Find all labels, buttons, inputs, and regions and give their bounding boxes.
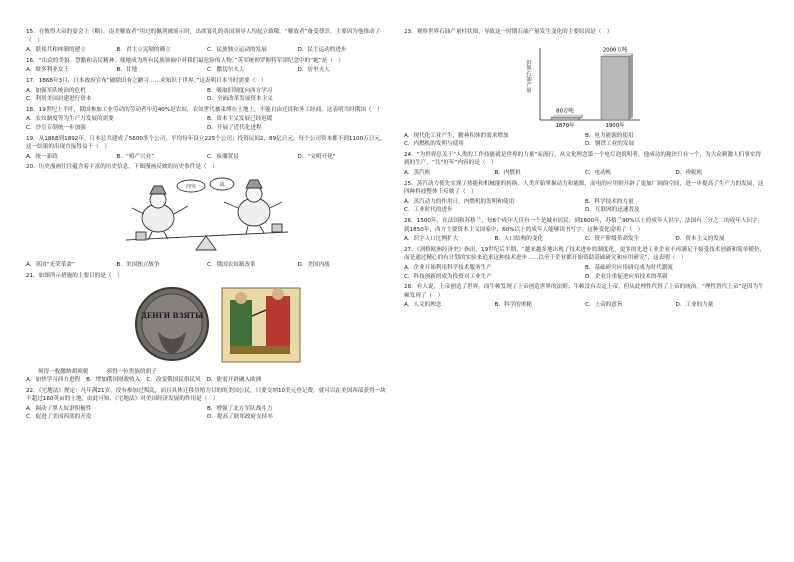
- question-19: 19．从1868到1892年，日本总共建成了5600多个公司，平均每年设立225个公司；投资民间2，89亿日元，每个公司资本都不到1100万日元。这一结果的出现直接得益于（ ）: [26, 135, 386, 151]
- question-21-captions: [38, 368, 388, 376]
- option[interactable]: B．吸取旧制度向西方学习: [207, 87, 273, 94]
- question-21: 21．如图所示措施的主要目的是（ ）: [26, 272, 123, 279]
- right-column: [404, 28, 766, 312]
- seesaw-cartoon: [26, 174, 388, 258]
- option[interactable]: A．加强军队统治的危机: [26, 87, 86, 94]
- option[interactable]: C．科技创新的成为投资对工业生产: [404, 273, 492, 280]
- option[interactable]: D．企业注重促进应用技术的革新: [585, 273, 668, 280]
- option[interactable]: C．利用美国封建进行资本: [26, 96, 92, 103]
- option[interactable]: B．甘地: [116, 67, 138, 74]
- option[interactable]: D．能需开辟融入欧洲: [206, 377, 262, 384]
- option[interactable]: A．联邦共和体制的建立: [26, 47, 86, 54]
- option[interactable]: A．维多利亚女王: [26, 67, 69, 74]
- left-column: [26, 28, 388, 424]
- options-24: [404, 169, 766, 178]
- caption-barber: 须得一位贵族的胡子: [106, 369, 157, 376]
- question-21-images: [26, 282, 388, 366]
- data-label: 80万吨: [556, 108, 574, 115]
- option[interactable]: A．调动了黑人奴隶积极性: [26, 405, 92, 412]
- data-label: 2000万吨: [602, 46, 628, 53]
- question-23: 23．观察世界石油产量柱状图，导致这一时期石油产量发生变化的主要原因是（ ）: [404, 29, 613, 35]
- question-28: 28．有人说，上帝创造了世界，而牛顿发现了上帝创造世界的法则；牛顿没有否定上帝，但从此理性代替了上帝的统治。“理性替代上帝”是因为牛顿发现了（ ）: [404, 284, 764, 299]
- option[interactable]: D．全面改革发展资本主义: [207, 96, 273, 103]
- option[interactable]: C．上帝的意旨: [585, 302, 623, 309]
- option[interactable]: A．统一新政: [26, 153, 58, 160]
- option[interactable]: B．资本主义发展已经迟缓: [207, 116, 273, 123]
- x-tick-label: 1900年: [605, 122, 625, 129]
- option[interactable]: C．撒切尔夫人: [207, 67, 245, 74]
- option[interactable]: A．人文的理念: [404, 302, 442, 309]
- bar: [551, 117, 579, 120]
- option[interactable]: C．俄国农奴制改革: [207, 261, 256, 268]
- coin-inscription: ДЕНГИ ВЗЯТЫ: [140, 311, 204, 321]
- options-27: [404, 264, 766, 281]
- option[interactable]: D．美国内战: [297, 261, 330, 268]
- question-22: 22．《宅地法》规定：凡年满21岁，没有参加过叛乱，而且具体迁移垦殖为目的的美国公民，只要交纳10美元登记费，就可以在美国西部获得一块不超过160英亩的土地。由此可知，《宅地法》对美国经济发展的作用是（ ）: [26, 387, 386, 403]
- option[interactable]: A．企业开始利用科学技术服务生产: [404, 264, 492, 271]
- option[interactable]: C．电动机: [585, 169, 612, 176]
- options-17: [26, 87, 388, 104]
- oil-production-chart: [404, 38, 766, 130]
- caption-coin: 须得一枚缴纳胡须税: [38, 369, 89, 376]
- bar: [601, 56, 629, 120]
- bar-top: [551, 114, 583, 117]
- options-23: [404, 132, 766, 149]
- question-18: 18．19世纪上半叶，俄国参加工业劳动的劳动者中近40%是农奴，农奴世代被束缚在土地上，不能自由迁徙和务工经商。这表明当时俄国（ ）: [26, 106, 383, 113]
- options-26: [404, 235, 766, 244]
- option[interactable]: C．民族独立运动的发展: [207, 47, 267, 54]
- options-22: [26, 405, 388, 422]
- question-26: 26．1500年，在法国和苏格兰，每6个成年人仅有一个是城市居民；到1600年，苏格兰90%以上的成年人识字，法国有三分之二的成年人识字，到1850年，西方主要资本主义国家中，60%以上的成年人能够读书写字。这种变化说明了（ ）: [404, 217, 764, 233]
- option[interactable]: A．加快学习西方进程: [26, 377, 81, 384]
- cartoon-image: [26, 174, 388, 258]
- option[interactable]: A．农奴制度等为生产力发展的需要: [26, 116, 114, 123]
- question-16: 16．“出众的美貌、慧黠和亲民精神，使她成为所有民族领袖中对我们最危险的人物。”英军统帅罗斯特军团纪念中的“她”是（ ）: [26, 57, 344, 64]
- bar-side: [629, 53, 633, 120]
- question-20: 20．历史漫画往往蕴含着丰富的历史信息。下图漫画反映的历史事件是（ ）: [26, 164, 218, 171]
- option[interactable]: D．民主运动的进步: [297, 47, 347, 54]
- options-16: [26, 66, 388, 75]
- option[interactable]: A．英国“光荣革命”: [26, 261, 75, 268]
- option[interactable]: B．增加俄国财政收入: [86, 377, 141, 384]
- option[interactable]: C．资产阶级革命发生: [585, 236, 640, 243]
- option[interactable]: D．“文明开化”: [297, 153, 336, 160]
- question-24: 24．“为世界总关于“人类的工作技能就是世界的力量”而流行，从文化理念第一个电灯泡说明者，他成功的秘诀只有一个，为大众刺激人们事实得到的生产，“共“好年”内容的是（ ）: [404, 151, 762, 167]
- option[interactable]: B．基础研究应用研究成为时代潮流: [585, 264, 673, 271]
- option[interactable]: C．改变俄国民俗民风: [146, 377, 201, 384]
- option[interactable]: C．工业时代的进步: [404, 207, 453, 214]
- y-axis-label: 世界石油产量: [525, 59, 531, 92]
- option[interactable]: B．内燃机: [494, 169, 521, 176]
- question-27: 27．《剑桥欧洲经济史》指出，19世纪后半期，“越来越多地出现了技术进步的制度化，更多的先进工业企业不再满足于接受技术创新和简单模仿，而是通过精心的有计划的实验来追求这种技术进步……以至于企业都开始资助基础研究和应用研究”，这表明（ ）: [404, 246, 766, 262]
- option[interactable]: B．君主立宪制的确立: [116, 47, 171, 54]
- option[interactable]: A．蒸汽机: [404, 169, 431, 176]
- option[interactable]: D．工业的力量: [675, 302, 714, 309]
- options-25: [404, 198, 766, 215]
- option[interactable]: C．内燃机的发明与使用: [404, 141, 464, 148]
- option[interactable]: B．人口结构的变化: [494, 236, 544, 243]
- option[interactable]: B．科学的奥秘: [494, 302, 532, 309]
- options-28: [404, 301, 766, 310]
- option[interactable]: D．珍妮机: [675, 169, 703, 176]
- coin-and-barber-images: [26, 282, 388, 366]
- option[interactable]: A．蒸汽动力的作用日，内燃机的发明和使用: [404, 198, 515, 205]
- bar-top: [601, 53, 633, 56]
- option[interactable]: C．废藩置县: [207, 153, 239, 160]
- options-19: [26, 153, 388, 162]
- option[interactable]: B．增强了北方军队战斗力: [207, 405, 273, 412]
- question-25: 25．蒸汽动力使先实现了热能和机械能的转换，人类开始掌握动力和能源，而电的应用则开辟了更加广阔的空间，进一步提高了生产力的发展，这四种科技整体上反映了（ ）: [404, 180, 764, 196]
- options-18: [26, 115, 388, 132]
- question-17: 17．1868年3月，日本政府宣布“破除旧有之陋习……求知识于世界。”这表明日本当时需要（ ）: [26, 77, 267, 84]
- option[interactable]: B．美国独立战争: [116, 261, 160, 268]
- option[interactable]: A．识字人口比例扩大: [404, 236, 459, 243]
- bar-chart-svg: [404, 38, 766, 130]
- option[interactable]: C．促进了美国西部的开发: [26, 414, 92, 421]
- option[interactable]: D．开展了近代化进程: [207, 124, 262, 131]
- question-15: 15．在彼得大帝的宴会上（略），南美解放者“用过的佩剑被展示时，出席宴礼的各国领导人均起立致敬。“解放者”备受尊崇，主要因为他推动了（ ）: [26, 29, 381, 44]
- options-15: [26, 46, 388, 55]
- x-tick-label: 1870年: [555, 122, 575, 129]
- option[interactable]: B．“殖产兴业”: [116, 153, 155, 160]
- options-20: [26, 261, 388, 270]
- option[interactable]: B．科学技术的力量: [585, 198, 634, 205]
- option[interactable]: D．互联网的迅速普及: [585, 207, 640, 214]
- option[interactable]: D．钢铁工业的发展: [585, 141, 635, 148]
- option[interactable]: D．资本主义的发展: [675, 236, 725, 243]
- option[interactable]: B．电力能源的使用: [585, 132, 634, 139]
- speech-left: 冲突: [185, 183, 197, 190]
- options-21: [26, 376, 388, 385]
- option[interactable]: D．提高了联邦政府支持率: [207, 414, 273, 421]
- option[interactable]: D．居里夫人: [297, 67, 330, 74]
- speech-right: 战: [219, 181, 225, 188]
- option[interactable]: C．沙皇专制统一步加强: [26, 124, 86, 131]
- option[interactable]: A．现代化工业产生，精神积体的需求增加: [404, 132, 509, 139]
